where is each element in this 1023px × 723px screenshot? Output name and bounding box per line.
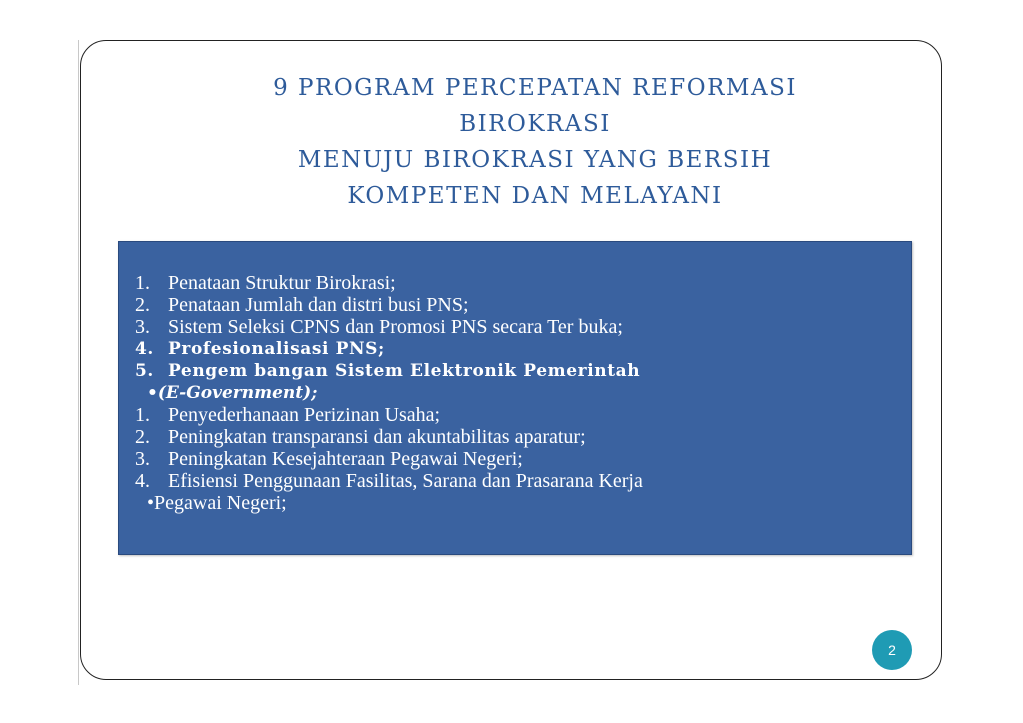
item-number: 5. [135,361,154,381]
title-line-4: KOMPETEN DAN MELAYANI [347,183,723,209]
program-list [135,272,643,514]
list-item [135,294,643,316]
title-line-2: BIROKRASI [459,111,611,137]
list-item [135,316,643,338]
title-line-3: MENUJU BIROKRASI YANG BERSIH [297,147,773,173]
slide-title [120,70,950,214]
item-text: Penataan Struktur Birokrasi; [168,272,396,294]
item-text: Profesionalisasi PNS; [168,339,385,359]
list-item [135,448,643,470]
page-number-badge [872,630,912,670]
item-text: Penyederhanaan Perizinan Usaha; [168,404,441,426]
page-number: 2 [888,642,896,658]
list-item [135,338,643,360]
list-item [135,426,643,448]
item-number: 3. [135,448,150,470]
list-subitem [135,492,643,514]
subitem-text: •Pegawai Negeri; [147,492,287,514]
title-line-1: 9 PROGRAM PERCEPATAN REFORMASI [273,75,797,101]
item-number: 2. [135,426,150,448]
item-text: Efisiensi Penggunaan Fasilitas, Sarana dan Prasarana Kerja [168,470,643,492]
item-text: Pengem bangan Sistem Elektronik Pemerintah [168,361,641,381]
item-text: Sistem Seleksi CPNS dan Promosi PNS secara Ter buka; [168,316,623,338]
subitem-text: •(E-Government); [147,383,318,403]
item-number: 4. [135,470,150,492]
left-edge-line [78,40,79,685]
item-text: Peningkatan Kesejahteraan Pegawai Negeri; [168,448,523,470]
item-number: 4. [135,339,154,359]
item-number: 1. [135,404,150,426]
item-number: 1. [135,272,150,294]
item-text: Peningkatan transparansi dan akuntabilitas aparatur; [168,426,586,448]
item-number: 2. [135,294,150,316]
list-item [135,360,643,382]
list-item [135,470,643,492]
list-item [135,272,643,294]
program-list-box [118,241,912,555]
list-item [135,404,643,426]
item-text: Penataan Jumlah dan distri busi PNS; [168,294,469,316]
list-subitem [135,382,643,404]
item-number: 3. [135,316,150,338]
